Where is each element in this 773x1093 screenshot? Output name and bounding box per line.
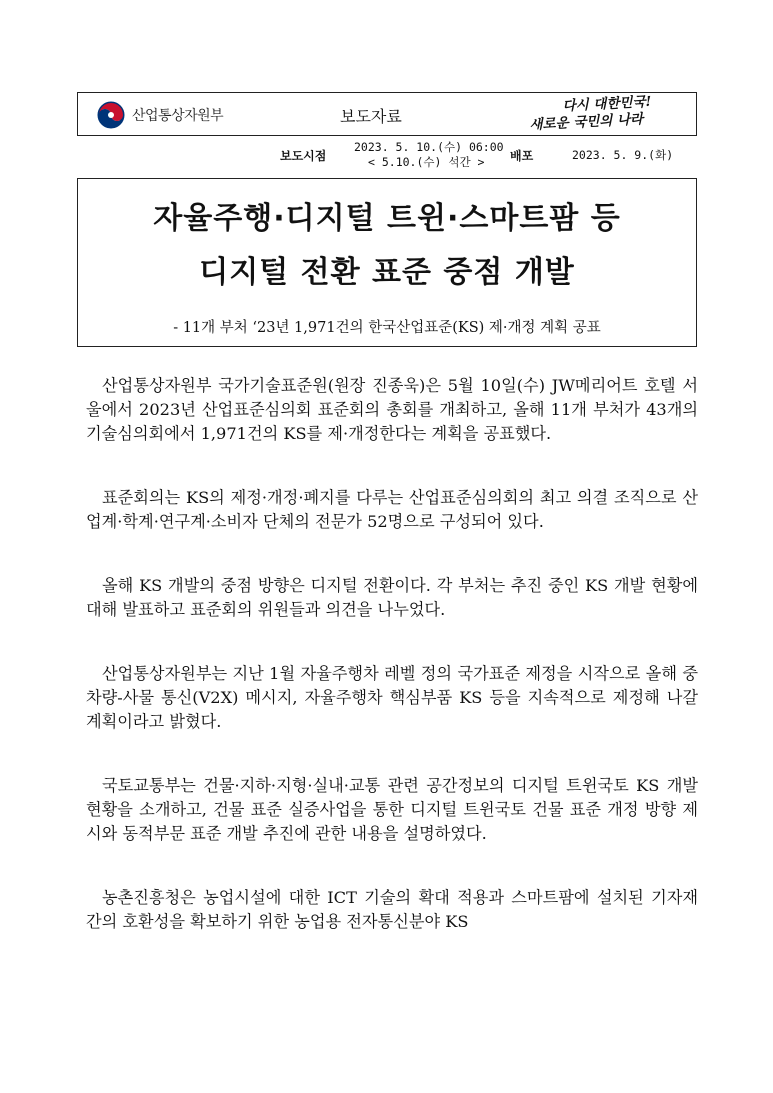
distribution-label: 배포	[510, 149, 534, 163]
release-time-note: < 5.10.(수) 석간 >	[368, 155, 485, 169]
paragraph-2: 표준회의는 KS의 제정·개정·폐지를 다루는 산업표준심의회의 최고 의결 조직으로 산업계·학계·연구계·소비자 단체의 전문가 52명으로 구성되어 있다.	[86, 488, 698, 531]
ministry-name: 산업통상자원부	[132, 108, 224, 124]
document-type: 보도자료	[340, 107, 402, 126]
paragraph-6: 농촌진흥청은 농업시설에 대한 ICT 기술의 확대 적용과 스마트팜에 설치된 기자재 간의 호환성을 확보하기 위한 농업용 전자통신분야 KS	[86, 888, 698, 931]
press-release-body	[86, 374, 698, 974]
slogan-line-2: 새로운 국민의 나라	[529, 111, 644, 134]
paragraph-3: 올해 KS 개발의 중점 방향은 디지털 전환이다. 각 부처는 추진 중인 KS 개발 현황에 대해 발표하고 표준회의 위원들과 의견을 나누었다.	[86, 576, 698, 619]
government-logo-icon	[96, 100, 126, 130]
release-time-label: 보도시점	[280, 149, 327, 163]
distribution-date: 2023. 5. 9.(화)	[572, 148, 674, 162]
paragraph-4: 산업통상자원부는 지난 1월 자율주행차 레벨 정의 국가표준 제정을 시작으로 올해 중 차량-사물 통신(V2X) 메시지, 자율주행차 핵심부품 KS 등을 지속적으로 제정해 나갈 계획이라고 밝혔다.	[86, 664, 698, 731]
headline-line-1: 자율주행·디지털 트윈·스마트팜 등	[153, 201, 621, 236]
slogan	[522, 92, 694, 135]
release-info	[0, 139, 773, 169]
paragraph-5: 국토교통부는 건물·지하·지형·실내·교통 관련 공간정보의 디지털 트윈국토 KS 개발 현황을 소개하고, 건물 표준 실증사업을 통한 디지털 트윈국토 건물 표준 개정 방향 제시와 동적부문 표준 개발 추진에 관한 내용을 설명하였다.	[86, 776, 698, 843]
slogan-line-1: 다시 대한민국!	[562, 93, 652, 115]
paragraph-1: 산업통상자원부 국가기술표준원(원장 진종욱)은 5월 10일(수) JW메리어트 호텔 서울에서 2023년 산업표준심의회 표준회의 총회를 개최하고, 올해 11개 부처가 43개의 기술심의회에서 1,971건의 KS를 제·개정한다는 계획을 공표했다.	[86, 376, 698, 443]
header-box	[77, 92, 697, 136]
subheadline: - 11개 부처 ‘23년 1,971건의 한국산업표준(KS) 제·개정 계획 공표	[173, 320, 601, 336]
release-time-value: 2023. 5. 10.(수) 06:00	[354, 140, 504, 154]
headline-line-2: 디지털 전환 표준 중점 개발	[199, 255, 575, 290]
title-box	[77, 178, 697, 347]
